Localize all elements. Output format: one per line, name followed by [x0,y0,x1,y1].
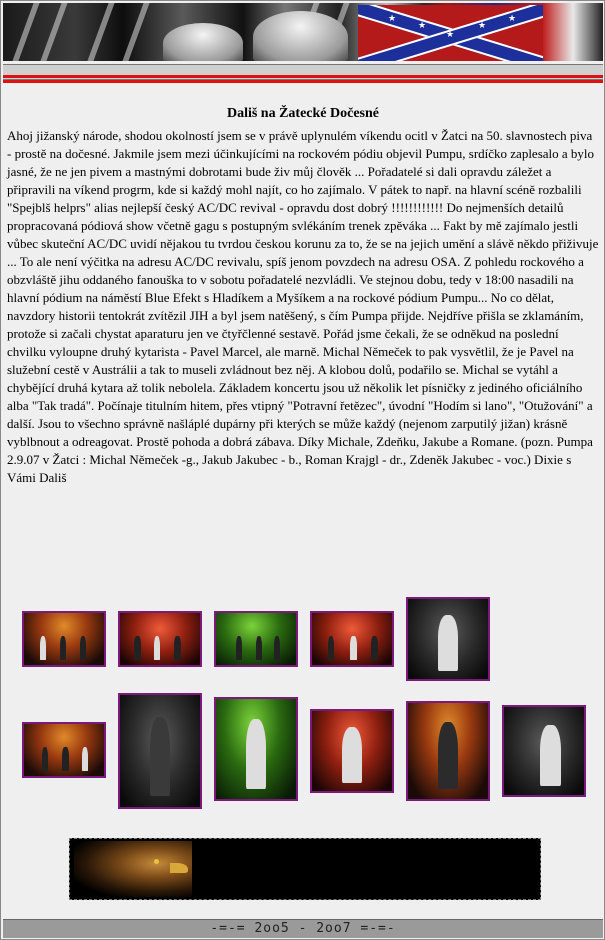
article [7,105,599,487]
gallery-photo[interactable] [406,597,490,681]
gallery-photo[interactable] [22,611,106,667]
gallery-photo[interactable] [118,611,202,667]
gallery-photo[interactable] [118,693,202,809]
footer-years: -=-= 2oo5 - 2oo7 =-=- [3,919,603,938]
gallery-photo[interactable] [502,705,586,797]
gallery-photo[interactable] [310,611,394,667]
header-red-line [3,80,603,83]
gallery-photo[interactable] [310,709,394,793]
footer-banner [69,838,541,900]
header-banner [3,3,603,61]
gallery-photo[interactable] [214,697,298,801]
article-body: Ahoj jižanský národe, shodou okolností jsem se v právě uplynulém víkendu ocitl v Žatci na 50. slavnostech piva - prostě na dočesné. Jakmile jsem mezi účinkujícími na rockovém pódiu objevil Pumpu, srdíčko zaplesalo a bylo jasné, že ne jen pivem a mastnými dobrotami bude živ můj člověk ... Pořadatelé si dali opravdu záležet a připravili na víkend progrm, kde si každý mohl najít, co ho zajímalo. V pátek to např. na hlavní scéně rozbalili "Spejblš helprs" alias nejlepší český AC/DC revival - opravdu dost dobrý !!!!!!!!!!!! Do nejmenších detailů propracovaná pódiová show včetně gagu s postupným svlékáním trenek zpěváka ... Fakt by mě zajímalo jestli vůbec skuteční AC/DC uvidí nějakou tu tvrdou českou korunu za to, že se na jejich umění a slávě někdo přiživuje ... To ale není výčitka na adresu AC/DC revivalu, spíš jenom povzdech na adresu OSA. Z pohledu rockového a obzvláště jihu oddaného fanouška to v sobotu pořadatelé nezvládli. Ve stejnou dobu, tedy v 18:00 nasadili na hlavní pódium na náměstí Blue Efekt s Hladíkem a Myšíkem a na rockové pódium Pumpu... No co dělat, navzdory historii tentokrát zvítězil JIH a byl jsem natěšený, s čím Pumpa přijde. Nejdříve přišla se zklamáním, protože si začali chystat aparaturu jen ve čtyřčlenné sestavě. Pořád jsme čekali, že se odněkud na poslední chvilku vyloupne druhý kytarista - Pavel Marcel, ale marně. Michal Němeček to pak vysvětlil, že je Pavel na služební cestě v Austrálii a tak to museli zvládnout bez něj. A klobou dolů, podařilo se. Michal se vytáhl a chybějící druhá kytara až tolik nebolela. Základem koncertu jsou už několik let písničky z jediného oficiálního alba "Tak tradá". Počínaje titulním hitem, přes vtipný "Potravní řetězec", úvodní "Hodím si lano", "Otužování" a další. Jsou to všechno správně našláplé dupárny při kterých se může každý (nejenom zarputilý jižan) krásně vyblbnout a odreagovat. Prostě pohoda a dobrá zábava. Díky Michale, Zdeňku, Jakube a Romane. (pozn. Pumpa 2.9.07 v Žatci : Michal Němeček -g., Jakub Jakubec - b., Roman Krajgl - dr., Zdeněk Jakubec - voc.) Dixie s Vámi Dališ [7,128,599,485]
article-title: Dališ na Žatecké Dočesné [226,106,380,121]
gallery-photo[interactable] [406,701,490,801]
confederate-flag-image: ★ ★ ★ ★ ★ [358,5,543,61]
drum-image [253,11,348,61]
drum-image [163,23,243,61]
gallery-photo[interactable] [22,722,106,778]
header-divider [3,64,603,80]
gallery-photo[interactable] [214,611,298,667]
eagle-image [74,841,192,897]
